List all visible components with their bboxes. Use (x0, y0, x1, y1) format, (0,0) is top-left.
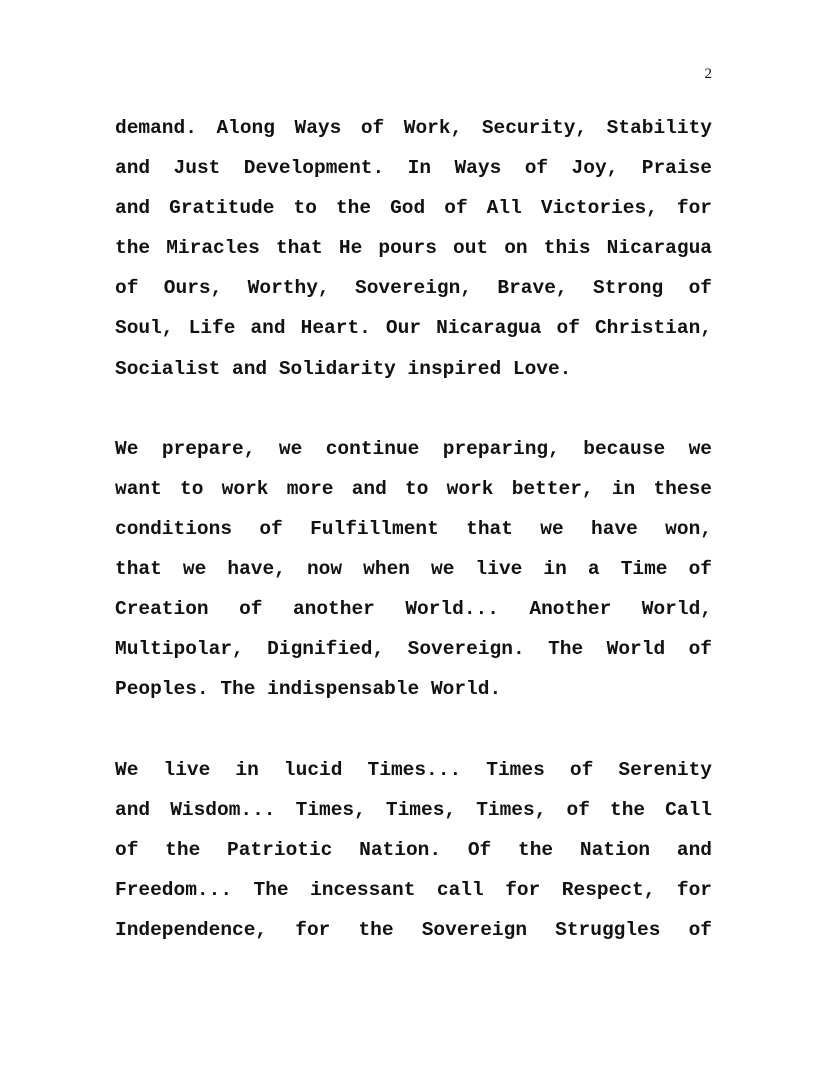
text-line: and Wisdom... Times, Times, Times, of the Call (115, 798, 712, 821)
paragraph-1 (115, 108, 712, 389)
text-line: Soul, Life and Heart. Our Nicaragua of Christian, (115, 317, 712, 340)
text-line: the Miracles that He pours out on this Nicaragua (115, 237, 712, 260)
paragraph-2 (115, 429, 712, 710)
text-line: that we have, now when we live in a Time of (115, 558, 712, 581)
text-line: Independence, for the Sovereign Struggles of (115, 918, 712, 941)
text-line: of Ours, Worthy, Sovereign, Brave, Strong of (115, 277, 712, 300)
text-line: We live in lucid Times... Times of Serenity (115, 758, 712, 781)
text-line: want to work more and to work better, in these (115, 477, 712, 500)
text-line: and Gratitude to the God of All Victories, for (115, 197, 712, 220)
text-line: Peoples. The indispensable World. (115, 678, 502, 701)
paragraph-3 (115, 750, 712, 950)
text-line: demand. Along Ways of Work, Security, Stability (115, 117, 712, 139)
document-body (115, 108, 712, 990)
text-line: and Just Development. In Ways of Joy, Praise (115, 157, 712, 180)
text-line: Socialist and Solidarity inspired Love. (115, 357, 572, 380)
text-line: Multipolar, Dignified, Sovereign. The World of (115, 638, 712, 661)
text-line: Creation of another World... Another World, (115, 598, 712, 621)
text-line: conditions of Fulfillment that we have won, (115, 517, 712, 540)
page-number: 2 (704, 66, 712, 82)
text-line: of the Patriotic Nation. Of the Nation and (115, 838, 712, 861)
text-line: We prepare, we continue preparing, because we (115, 437, 712, 460)
text-line: Freedom... The incessant call for Respect, for (115, 878, 712, 901)
